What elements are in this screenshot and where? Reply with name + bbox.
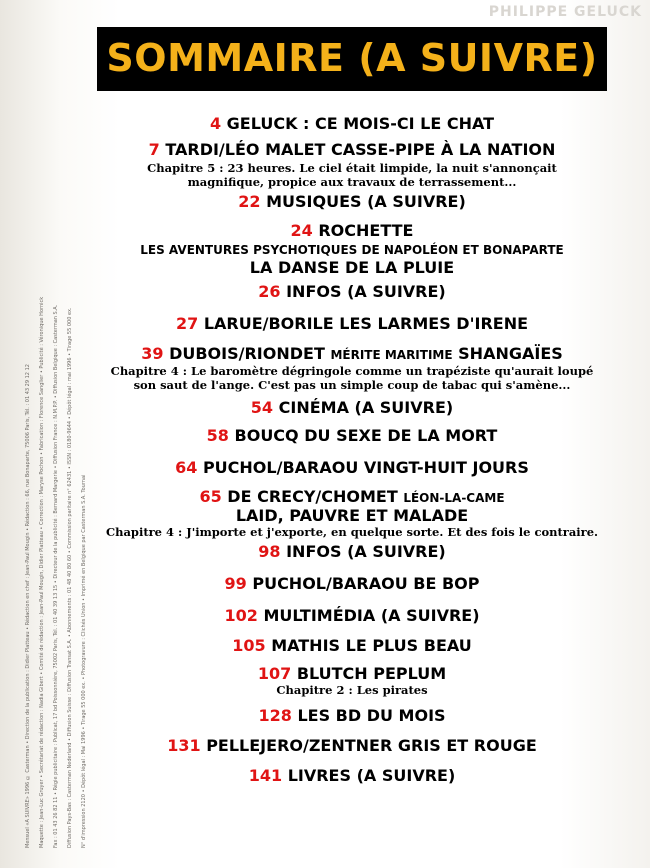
entry-small-caps: MÉRITE MARITIME — [330, 348, 453, 362]
entry-title: MULTIMÉDIA (A SUIVRE) — [263, 606, 480, 625]
entry-title: MATHIS LE PLUS BEAU — [271, 636, 472, 655]
page-number: 105 — [232, 636, 266, 655]
page-number: 64 — [175, 458, 198, 477]
title-banner — [98, 28, 606, 90]
page-number: 131 — [167, 736, 201, 755]
toc-entry[interactable] — [98, 542, 606, 561]
toc-entry[interactable] — [98, 664, 606, 697]
page-number: 98 — [258, 542, 281, 561]
entry-title: INFOS (A SUIVRE) — [286, 282, 446, 301]
entry-title: DE CRECY/CHOMET — [227, 487, 398, 506]
entry-subtitle: LA DANSE DE LA PLUIE — [249, 258, 455, 277]
toc-entry[interactable] — [98, 314, 606, 333]
entry-title: BLUTCH PEPLUM — [296, 664, 447, 683]
toc-entry[interactable] — [98, 488, 606, 539]
entry-title-end: SHANGAÏES — [458, 344, 563, 363]
entry-title: MUSIQUES (A SUIVRE) — [266, 192, 466, 211]
toc-entry[interactable] — [98, 398, 606, 417]
credits-column — [22, 18, 102, 848]
page-title: SOMMAIRE (A SUIVRE) — [106, 36, 598, 80]
page-number: 128 — [258, 706, 292, 725]
page-number: 141 — [248, 766, 283, 785]
page-number: 65 — [199, 487, 222, 506]
entry-description: Chapitre 5 : 23 heures. Le ciel était limpide, la nuit s'annonçait magnifique, propice aux travaux de terrassement... — [147, 161, 557, 189]
toc-entry[interactable] — [98, 222, 606, 277]
credit-line: Diffusion Pays-Bas : Casterman Nederland • Diffusion Suisse : Diffusion Transat S.A. • Abonnements : 01 48 40 80 60 • Commission paritaire n° 62431 • ISSN : 0180-9644 • Dépôt légal : mai 1996 • Tirage 55 000 ex. — [67, 307, 73, 848]
entry-title: CINÉMA (A SUIVRE) — [278, 398, 454, 417]
entry-subtitle: LAID, PAUVRE ET MALADE — [235, 506, 469, 525]
entry-small-caps: LÉON-LA-CAME — [403, 491, 505, 505]
toc-entry[interactable] — [98, 606, 606, 625]
entry-title: DUBOIS/RIONDET — [169, 344, 325, 363]
toc-entry[interactable] — [98, 192, 606, 211]
entry-title: INFOS (A SUIVRE) — [286, 542, 446, 561]
entry-title: LES BD DU MOIS — [297, 706, 446, 725]
page-number: 54 — [250, 398, 274, 417]
entry-subtitle: LES AVENTURES PSYCHOTIQUES DE NAPOLÉON ET BONAPARTE — [140, 243, 564, 257]
entry-description: Chapitre 2 : Les pirates — [276, 683, 428, 697]
toc-entry[interactable] — [98, 636, 606, 655]
page-number: 22 — [238, 192, 261, 211]
entry-title: ROCHETTE — [318, 221, 414, 240]
toc-entry[interactable] — [98, 426, 606, 445]
credit-line: N° d'impression 2120 • Dépôt légal : Mai 1996 • Tirage 55 000 ex. • Photogravure : Clichés Union • Imprimé en Belgique par Casterman S.A. Tournai — [81, 474, 87, 848]
entry-title: TARDI/LÉO MALET CASSE-PIPE À LA NATION — [165, 140, 556, 159]
page-number: 99 — [224, 574, 247, 593]
entry-title: PUCHOL/BARAOU BE BOP — [252, 574, 480, 593]
entry-title: PELLEJERO/ZENTNER GRIS ET ROUGE — [206, 736, 537, 755]
page-number: 102 — [224, 606, 258, 625]
toc-entry[interactable] — [98, 282, 606, 301]
page-number: 58 — [206, 426, 229, 445]
credit-line: Maquette : Jean-Luc Gruyer • Secrétariat de rédaction : Nadia Gibert • Comité de rédaction : Jean-Paul Mougin, Didier Platteau • Correction : Maryse Pochon • Fabrication : Florence Sanglier • Publicité : Véronique Hornick — [39, 296, 45, 848]
entry-description: Chapitre 4 : Le baromètre dégringole comme un trapéziste qu'aurait loupé son saut de l'ange. C'est pas un simple coup de tabac qui s'amène... — [110, 364, 594, 392]
entry-title: LARUE/BORILE LES LARMES D'IRENE — [203, 314, 529, 333]
entry-title: BOUCQ DU SEXE DE LA MORT — [234, 426, 498, 445]
bleed-through-header: PHILIPPE GELUCK — [488, 4, 642, 20]
page-number: 107 — [257, 664, 292, 683]
page-number: 27 — [175, 314, 199, 333]
entry-title: LIVRES (A SUIVRE) — [287, 766, 456, 785]
credit-line: Mensuel «A SUIVRE» 1996 © Casterman • Direction de la publication : Didier Platteau • Rédaction en chef : Jean-Paul Mougin • Rédaction : 66, rue Bonaparte, 75006 Paris, Tél. : 01 43 29 12 12 — [25, 364, 31, 848]
toc-entry[interactable] — [98, 458, 606, 477]
toc-entry[interactable] — [98, 114, 606, 133]
toc-entry[interactable] — [98, 574, 606, 593]
credit-line: Fax : 01 43 26 82 11 • Régie publicitaire : Publicat, 17 bd Poissonnière, 75002 Paris, Tél. : 01 40 39 13 15 • Directeur de la publicité : Bernard Margerie • Diffusion France : N.M.P.P. • Diffusion Belgique : Casterman S.A. — [53, 304, 59, 848]
toc-entry[interactable] — [98, 736, 606, 755]
toc-entry[interactable] — [98, 706, 606, 725]
page-number: 7 — [148, 140, 160, 159]
entry-title: GELUCK : CE MOIS-CI LE CHAT — [226, 114, 495, 133]
entry-description: Chapitre 4 : J'importe et j'exporte, en quelque sorte. Et des fois le contraire. — [105, 525, 599, 539]
toc-entry[interactable] — [98, 344, 606, 392]
toc-entry[interactable] — [98, 766, 606, 785]
entry-title: PUCHOL/BARAOU VINGT-HUIT JOURS — [202, 458, 529, 477]
page-number: 39 — [141, 344, 164, 363]
page-number: 4 — [209, 114, 222, 133]
toc-entry[interactable] — [108, 140, 596, 189]
page-number: 26 — [258, 282, 281, 301]
page-number: 24 — [290, 221, 313, 240]
